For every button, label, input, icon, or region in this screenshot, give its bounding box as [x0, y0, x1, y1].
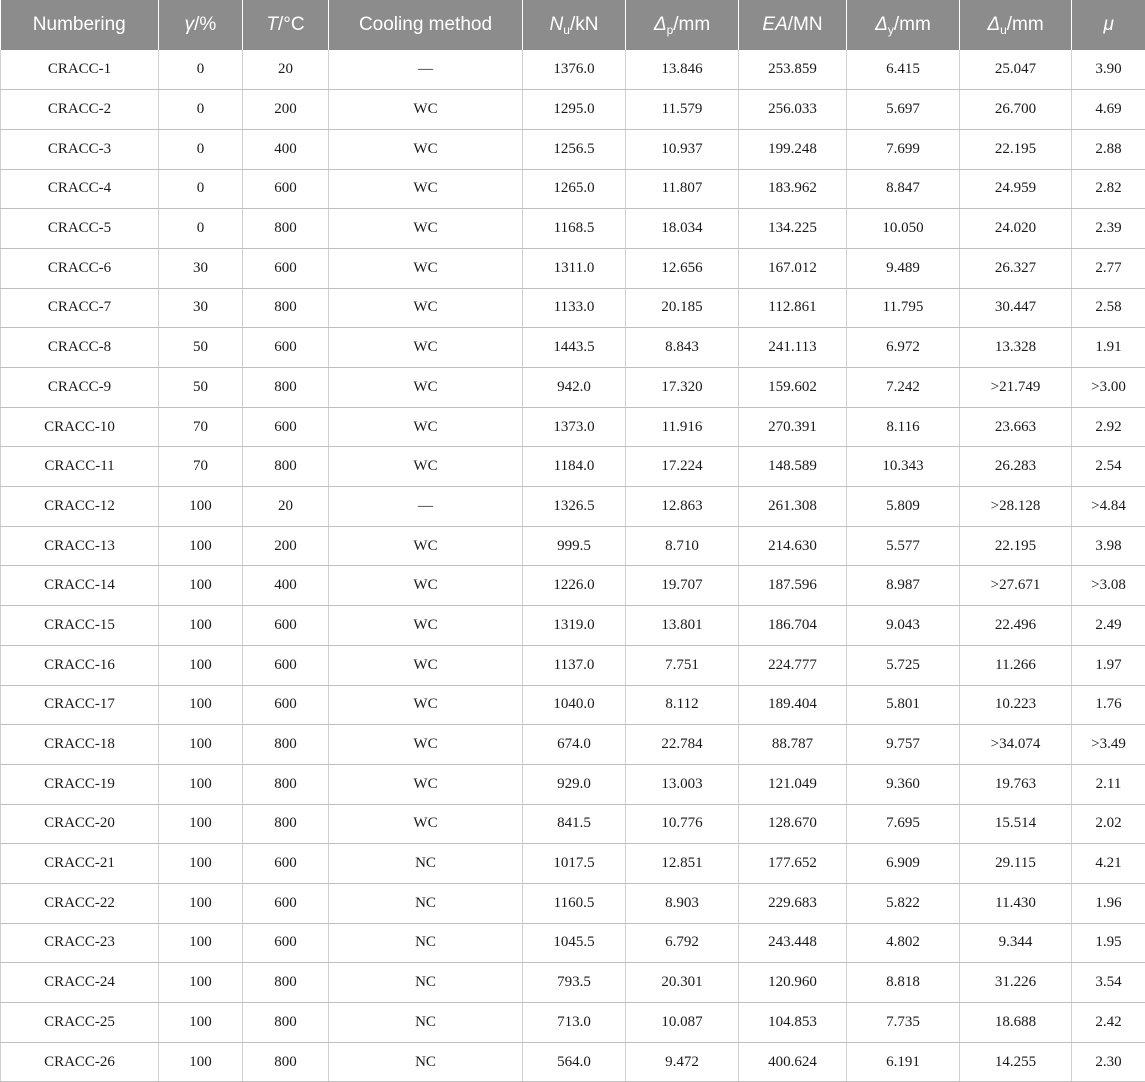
nu-cell: 1326.5	[523, 487, 626, 527]
ea-cell: 400.624	[739, 1042, 847, 1082]
ea-cell: 183.962	[739, 169, 847, 209]
temperature-cell: 800	[243, 288, 329, 328]
delta-u-cell: >21.749	[960, 368, 1072, 408]
mu-cell: 2.30	[1072, 1042, 1145, 1082]
nu-cell: 1319.0	[523, 606, 626, 646]
mu-cell: >3.08	[1072, 566, 1145, 606]
numbering-cell: CRACC-17	[1, 685, 159, 725]
temperature-cell: 400	[243, 129, 329, 169]
mu-cell: 2.77	[1072, 248, 1145, 288]
temperature-cell: 800	[243, 1042, 329, 1082]
mu-cell: >3.49	[1072, 725, 1145, 765]
table-row	[1, 407, 1145, 447]
delta-y-cell: 10.050	[847, 209, 960, 249]
temperature-cell: 400	[243, 566, 329, 606]
delta-y-header: $\Delta_y/mm$	[847, 0, 960, 50]
table-row	[1, 685, 1145, 725]
gamma-cell: 100	[159, 1003, 243, 1043]
delta-p-cell: 17.224	[626, 447, 739, 487]
temperature-cell: 600	[243, 923, 329, 963]
temperature-cell: 800	[243, 1003, 329, 1043]
numbering-cell: CRACC-10	[1, 407, 159, 447]
temperature-cell: 600	[243, 407, 329, 447]
delta-u-cell: 18.688	[960, 1003, 1072, 1043]
numbering-cell: CRACC-18	[1, 725, 159, 765]
delta-p-cell: 9.472	[626, 1042, 739, 1082]
delta-p-header: $\Delta_p/mm$	[626, 0, 739, 50]
ea-cell: 256.033	[739, 90, 847, 130]
temperature-cell: 600	[243, 169, 329, 209]
nu-cell: 1295.0	[523, 90, 626, 130]
delta-y-cell: 4.802	[847, 923, 960, 963]
temperature-cell: 20	[243, 487, 329, 527]
mu-cell: 4.69	[1072, 90, 1145, 130]
numbering-cell: CRACC-19	[1, 764, 159, 804]
cooling-method-cell: WC	[329, 368, 523, 408]
temperature-cell: 800	[243, 447, 329, 487]
mu-cell: 2.92	[1072, 407, 1145, 447]
mu-cell: 2.11	[1072, 764, 1145, 804]
numbering-cell: CRACC-7	[1, 288, 159, 328]
gamma-cell: 50	[159, 368, 243, 408]
delta-u-cell: 22.496	[960, 606, 1072, 646]
mu-cell: >3.00	[1072, 368, 1145, 408]
mu-cell: 2.39	[1072, 209, 1145, 249]
ea-cell: 253.859	[739, 50, 847, 90]
delta-y-cell: 6.415	[847, 50, 960, 90]
gamma-header: γ/%	[159, 0, 243, 50]
delta-y-cell: 8.818	[847, 963, 960, 1003]
ea-cell: 270.391	[739, 407, 847, 447]
mu-cell: 2.49	[1072, 606, 1145, 646]
mu-cell: 1.76	[1072, 685, 1145, 725]
delta-y-cell: 7.695	[847, 804, 960, 844]
nu-cell: 1256.5	[523, 129, 626, 169]
delta-u-cell: 26.700	[960, 90, 1072, 130]
nu-cell: 1376.0	[523, 50, 626, 90]
mu-cell: 2.58	[1072, 288, 1145, 328]
cooling-method-cell: NC	[329, 923, 523, 963]
mu-cell: 2.82	[1072, 169, 1145, 209]
cooling-method-cell: NC	[329, 1003, 523, 1043]
nu-cell: 1045.5	[523, 923, 626, 963]
numbering-cell: CRACC-2	[1, 90, 159, 130]
cooling-method-cell: —	[329, 50, 523, 90]
ea-cell: 186.704	[739, 606, 847, 646]
delta-y-cell: 11.795	[847, 288, 960, 328]
cooling-method-cell: WC	[329, 248, 523, 288]
cooling-method-cell: NC	[329, 883, 523, 923]
table-row	[1, 209, 1145, 249]
delta-y-cell: 10.343	[847, 447, 960, 487]
numbering-cell: CRACC-12	[1, 487, 159, 527]
temperature-cell: 20	[243, 50, 329, 90]
table-row	[1, 288, 1145, 328]
numbering-cell: CRACC-24	[1, 963, 159, 1003]
delta-u-cell: >34.074	[960, 725, 1072, 765]
delta-p-cell: 12.851	[626, 844, 739, 884]
gamma-cell: 100	[159, 725, 243, 765]
gamma-cell: 100	[159, 764, 243, 804]
table-row	[1, 844, 1145, 884]
temperature-cell: 600	[243, 328, 329, 368]
delta-y-cell: 5.822	[847, 883, 960, 923]
temperature-cell: 200	[243, 526, 329, 566]
delta-u-cell: 14.255	[960, 1042, 1072, 1082]
cooling-method-header: Cooling method	[329, 0, 523, 50]
delta-y-cell: 6.909	[847, 844, 960, 884]
ea-cell: 134.225	[739, 209, 847, 249]
delta-y-cell: 5.725	[847, 645, 960, 685]
nu-cell: 942.0	[523, 368, 626, 408]
mu-cell: 3.98	[1072, 526, 1145, 566]
nu-cell: 1168.5	[523, 209, 626, 249]
nu-cell: 1017.5	[523, 844, 626, 884]
table-row	[1, 368, 1145, 408]
ea-cell: 214.630	[739, 526, 847, 566]
ea-cell: 229.683	[739, 883, 847, 923]
delta-p-cell: 12.656	[626, 248, 739, 288]
numbering-cell: CRACC-8	[1, 328, 159, 368]
nu-cell: 1137.0	[523, 645, 626, 685]
gamma-cell: 100	[159, 526, 243, 566]
delta-p-cell: 13.801	[626, 606, 739, 646]
table-row	[1, 566, 1145, 606]
delta-y-cell: 9.757	[847, 725, 960, 765]
temperature-cell: 800	[243, 725, 329, 765]
table-body	[1, 50, 1145, 1082]
cooling-method-cell: WC	[329, 129, 523, 169]
nu-cell: 1226.0	[523, 566, 626, 606]
numbering-cell: CRACC-4	[1, 169, 159, 209]
gamma-cell: 0	[159, 169, 243, 209]
mu-cell: 2.42	[1072, 1003, 1145, 1043]
ea-header: EA/MN	[739, 0, 847, 50]
nu-cell: 1133.0	[523, 288, 626, 328]
delta-u-cell: 25.047	[960, 50, 1072, 90]
ea-cell: 120.960	[739, 963, 847, 1003]
delta-p-cell: 19.707	[626, 566, 739, 606]
numbering-cell: CRACC-25	[1, 1003, 159, 1043]
ea-cell: 167.012	[739, 248, 847, 288]
delta-u-cell: 26.327	[960, 248, 1072, 288]
numbering-cell: CRACC-1	[1, 50, 159, 90]
table-row	[1, 645, 1145, 685]
ea-cell: 177.652	[739, 844, 847, 884]
delta-p-cell: 17.320	[626, 368, 739, 408]
table-row	[1, 923, 1145, 963]
cooling-method-cell: WC	[329, 685, 523, 725]
cooling-method-cell: WC	[329, 407, 523, 447]
delta-y-cell: 6.972	[847, 328, 960, 368]
temperature-header: T/°C	[243, 0, 329, 50]
numbering-cell: CRACC-5	[1, 209, 159, 249]
ea-cell: 187.596	[739, 566, 847, 606]
table-row	[1, 1042, 1145, 1082]
delta-p-cell: 10.776	[626, 804, 739, 844]
nu-cell: 841.5	[523, 804, 626, 844]
temperature-cell: 800	[243, 804, 329, 844]
delta-p-cell: 7.751	[626, 645, 739, 685]
numbering-cell: CRACC-13	[1, 526, 159, 566]
gamma-cell: 0	[159, 90, 243, 130]
mu-cell: >4.84	[1072, 487, 1145, 527]
ea-cell: 189.404	[739, 685, 847, 725]
delta-y-cell: 7.699	[847, 129, 960, 169]
delta-u-cell: 30.447	[960, 288, 1072, 328]
cooling-method-cell: WC	[329, 90, 523, 130]
delta-y-cell: 7.242	[847, 368, 960, 408]
temperature-cell: 800	[243, 963, 329, 1003]
delta-p-cell: 6.792	[626, 923, 739, 963]
delta-p-cell: 8.903	[626, 883, 739, 923]
delta-y-cell: 5.577	[847, 526, 960, 566]
delta-u-cell: 11.266	[960, 645, 1072, 685]
cooling-method-cell: —	[329, 487, 523, 527]
delta-p-cell: 8.843	[626, 328, 739, 368]
numbering-cell: CRACC-3	[1, 129, 159, 169]
gamma-cell: 100	[159, 685, 243, 725]
nu-cell: 793.5	[523, 963, 626, 1003]
mu-cell: 2.88	[1072, 129, 1145, 169]
cooling-method-cell: NC	[329, 963, 523, 1003]
delta-u-cell: 24.959	[960, 169, 1072, 209]
numbering-cell: CRACC-6	[1, 248, 159, 288]
table-row	[1, 328, 1145, 368]
ea-cell: 112.861	[739, 288, 847, 328]
nu-header: $N_u/kN$	[523, 0, 626, 50]
delta-y-cell: 9.043	[847, 606, 960, 646]
table-row	[1, 1003, 1145, 1043]
delta-u-cell: >28.128	[960, 487, 1072, 527]
table-row	[1, 804, 1145, 844]
mu-cell: 1.91	[1072, 328, 1145, 368]
gamma-cell: 100	[159, 963, 243, 1003]
delta-u-cell: 29.115	[960, 844, 1072, 884]
numbering-cell: CRACC-14	[1, 566, 159, 606]
delta-u-cell: 15.514	[960, 804, 1072, 844]
delta-u-header: $\Delta_u/mm$	[960, 0, 1072, 50]
delta-p-cell: 20.301	[626, 963, 739, 1003]
table-header	[1, 0, 1145, 50]
cooling-method-cell: WC	[329, 447, 523, 487]
temperature-cell: 600	[243, 606, 329, 646]
temperature-cell: 800	[243, 764, 329, 804]
ea-cell: 104.853	[739, 1003, 847, 1043]
numbering-cell: CRACC-15	[1, 606, 159, 646]
gamma-cell: 100	[159, 606, 243, 646]
delta-p-cell: 22.784	[626, 725, 739, 765]
numbering-cell: CRACC-23	[1, 923, 159, 963]
mu-header: μ	[1072, 0, 1145, 50]
delta-y-cell: 8.987	[847, 566, 960, 606]
delta-u-cell: 22.195	[960, 526, 1072, 566]
delta-p-cell: 13.846	[626, 50, 739, 90]
delta-p-cell: 10.087	[626, 1003, 739, 1043]
ea-cell: 224.777	[739, 645, 847, 685]
gamma-cell: 100	[159, 804, 243, 844]
cooling-method-cell: WC	[329, 526, 523, 566]
cooling-method-cell: WC	[329, 209, 523, 249]
nu-cell: 929.0	[523, 764, 626, 804]
delta-u-cell: 9.344	[960, 923, 1072, 963]
gamma-cell: 0	[159, 209, 243, 249]
delta-u-cell: 19.763	[960, 764, 1072, 804]
temperature-cell: 600	[243, 685, 329, 725]
nu-cell: 713.0	[523, 1003, 626, 1043]
delta-u-cell: >27.671	[960, 566, 1072, 606]
mu-cell: 1.97	[1072, 645, 1145, 685]
nu-cell: 1040.0	[523, 685, 626, 725]
ea-cell: 159.602	[739, 368, 847, 408]
ea-cell: 121.049	[739, 764, 847, 804]
delta-y-cell: 8.116	[847, 407, 960, 447]
delta-u-cell: 23.663	[960, 407, 1072, 447]
temperature-cell: 600	[243, 645, 329, 685]
gamma-cell: 70	[159, 407, 243, 447]
cooling-method-cell: WC	[329, 645, 523, 685]
ea-cell: 128.670	[739, 804, 847, 844]
gamma-cell: 100	[159, 645, 243, 685]
cooling-method-cell: WC	[329, 288, 523, 328]
numbering-cell: CRACC-9	[1, 368, 159, 408]
gamma-cell: 100	[159, 487, 243, 527]
cooling-method-cell: WC	[329, 566, 523, 606]
table-row	[1, 487, 1145, 527]
numbering-header: Numbering	[1, 0, 159, 50]
table-row	[1, 725, 1145, 765]
mu-cell: 1.95	[1072, 923, 1145, 963]
ea-cell: 88.787	[739, 725, 847, 765]
temperature-cell: 600	[243, 883, 329, 923]
delta-p-cell: 8.710	[626, 526, 739, 566]
cooling-method-cell: WC	[329, 764, 523, 804]
delta-u-cell: 24.020	[960, 209, 1072, 249]
table-row	[1, 129, 1145, 169]
delta-y-cell: 6.191	[847, 1042, 960, 1082]
numbering-cell: CRACC-26	[1, 1042, 159, 1082]
nu-cell: 564.0	[523, 1042, 626, 1082]
ea-cell: 199.248	[739, 129, 847, 169]
nu-cell: 674.0	[523, 725, 626, 765]
numbering-cell: CRACC-11	[1, 447, 159, 487]
temperature-cell: 600	[243, 248, 329, 288]
table-row	[1, 447, 1145, 487]
cooling-method-cell: WC	[329, 169, 523, 209]
ea-cell: 261.308	[739, 487, 847, 527]
gamma-cell: 100	[159, 883, 243, 923]
table-row	[1, 883, 1145, 923]
temperature-cell: 800	[243, 368, 329, 408]
delta-p-cell: 20.185	[626, 288, 739, 328]
table-row	[1, 606, 1145, 646]
gamma-cell: 100	[159, 566, 243, 606]
cooling-method-cell: NC	[329, 1042, 523, 1082]
ea-cell: 243.448	[739, 923, 847, 963]
gamma-cell: 70	[159, 447, 243, 487]
delta-y-cell: 9.489	[847, 248, 960, 288]
delta-y-cell: 5.801	[847, 685, 960, 725]
nu-cell: 1184.0	[523, 447, 626, 487]
cooling-method-cell: NC	[329, 844, 523, 884]
delta-u-cell: 11.430	[960, 883, 1072, 923]
cooling-method-cell: WC	[329, 725, 523, 765]
delta-p-cell: 10.937	[626, 129, 739, 169]
delta-y-cell: 9.360	[847, 764, 960, 804]
table-row	[1, 248, 1145, 288]
temperature-cell: 600	[243, 844, 329, 884]
nu-cell: 1265.0	[523, 169, 626, 209]
delta-p-cell: 11.916	[626, 407, 739, 447]
cooling-method-cell: WC	[329, 606, 523, 646]
cooling-method-cell: WC	[329, 804, 523, 844]
table-row	[1, 764, 1145, 804]
gamma-cell: 0	[159, 50, 243, 90]
gamma-cell: 50	[159, 328, 243, 368]
mu-cell: 4.21	[1072, 844, 1145, 884]
gamma-cell: 100	[159, 1042, 243, 1082]
gamma-cell: 30	[159, 288, 243, 328]
temperature-cell: 800	[243, 209, 329, 249]
numbering-cell: CRACC-20	[1, 804, 159, 844]
delta-p-cell: 11.807	[626, 169, 739, 209]
nu-cell: 1373.0	[523, 407, 626, 447]
table-row	[1, 169, 1145, 209]
nu-cell: 1311.0	[523, 248, 626, 288]
table-row	[1, 90, 1145, 130]
gamma-cell: 100	[159, 923, 243, 963]
delta-u-cell: 13.328	[960, 328, 1072, 368]
temperature-cell: 200	[243, 90, 329, 130]
delta-p-cell: 13.003	[626, 764, 739, 804]
delta-y-cell: 5.697	[847, 90, 960, 130]
delta-u-cell: 26.283	[960, 447, 1072, 487]
delta-u-cell: 22.195	[960, 129, 1072, 169]
gamma-cell: 100	[159, 844, 243, 884]
nu-cell: 1443.5	[523, 328, 626, 368]
delta-p-cell: 18.034	[626, 209, 739, 249]
numbering-cell: CRACC-22	[1, 883, 159, 923]
cooling-method-cell: WC	[329, 328, 523, 368]
nu-cell: 1160.5	[523, 883, 626, 923]
header-row	[1, 0, 1145, 50]
mu-cell: 2.54	[1072, 447, 1145, 487]
table-row	[1, 50, 1145, 90]
numbering-cell: CRACC-16	[1, 645, 159, 685]
delta-y-cell: 5.809	[847, 487, 960, 527]
delta-p-cell: 11.579	[626, 90, 739, 130]
delta-y-cell: 8.847	[847, 169, 960, 209]
mu-cell: 3.90	[1072, 50, 1145, 90]
table-row	[1, 963, 1145, 1003]
delta-p-cell: 8.112	[626, 685, 739, 725]
delta-p-cell: 12.863	[626, 487, 739, 527]
gamma-cell: 0	[159, 129, 243, 169]
numbering-cell: CRACC-21	[1, 844, 159, 884]
ea-cell: 148.589	[739, 447, 847, 487]
delta-u-cell: 31.226	[960, 963, 1072, 1003]
mu-cell: 1.96	[1072, 883, 1145, 923]
delta-u-cell: 10.223	[960, 685, 1072, 725]
table-row	[1, 526, 1145, 566]
mu-cell: 3.54	[1072, 963, 1145, 1003]
mu-cell: 2.02	[1072, 804, 1145, 844]
gamma-cell: 30	[159, 248, 243, 288]
ea-cell: 241.113	[739, 328, 847, 368]
delta-y-cell: 7.735	[847, 1003, 960, 1043]
nu-cell: 999.5	[523, 526, 626, 566]
